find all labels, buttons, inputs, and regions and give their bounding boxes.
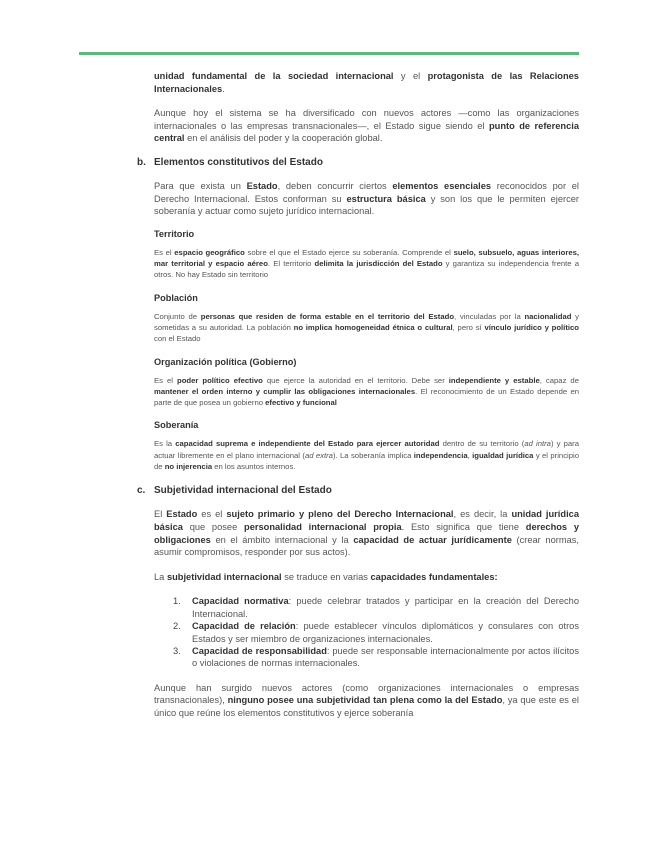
text-run: . El territorio (267, 259, 315, 269)
section-c-title: Subjetividad internacional del Estado (154, 485, 332, 497)
bold-text: elementos esenciales (392, 180, 492, 191)
text-run: y el (393, 71, 428, 81)
text-run: : puede establecer vínculos diplomáticos y consulares con otros Estados y ser miembro de organizaciones internacionales. (192, 621, 579, 644)
text-run: en los asuntos internos. (212, 462, 296, 472)
bold-text: unidad fundamental de la sociedad internacional (154, 71, 394, 81)
text-run: ). La soberanía implica (332, 450, 414, 460)
text-run: . El reconocimiento de un Estado depende en parte de que posea un gobierno (154, 386, 579, 408)
text-run: , es decir, la (453, 509, 512, 520)
text-run: Aunque hoy el sistema se ha diversificado con nuevos actores —como las organizaciones internacionales o las empresas transnacionales—, el Estado sigue siendo el (154, 108, 579, 131)
list-item (173, 620, 579, 645)
bold-text: capacidad suprema e independiente del Estado para ejercer autoridad (175, 439, 440, 449)
bold-text: estructura básica (346, 193, 426, 204)
text-run: con el Estado (154, 334, 201, 344)
subheading-poblacion: Población (154, 292, 198, 303)
list-number: 2. (173, 621, 181, 632)
bold-text: unidad jurídica básica (154, 509, 579, 532)
bold-text: nacionalidad (524, 311, 572, 321)
text-run: Conjunto de (154, 311, 201, 321)
bold-text: suelo, subsuelo, aguas interiores, mar territorial y espacio aéreo (154, 247, 580, 269)
list-number: 1. (173, 596, 181, 607)
bold-text: sujeto primario y pleno del Derecho Internacional (226, 509, 454, 520)
top-accent-bar (79, 52, 579, 55)
text-run: (crear normas, asumir compromisos, responder por sus actos). (154, 534, 579, 558)
poblacion-text (79, 311, 579, 345)
text-run: , pero sí (452, 322, 485, 332)
text-run: Es el (154, 247, 175, 257)
text-run: El (154, 509, 167, 520)
bold-text: efectivo y funcional (265, 398, 337, 408)
text-run: Es la (154, 439, 176, 449)
document-body (79, 70, 579, 720)
section-b-title: Elementos constitutivos del Estado (154, 156, 323, 168)
bold-text: igualdad jurídica (472, 450, 534, 460)
section-b-letter: b. (137, 156, 146, 168)
bold-text: punto de referencia central (154, 120, 579, 144)
bold-text: mantener el orden interno y cumplir las obligaciones internacionales (154, 386, 416, 396)
bold-text: Capacidad de responsabilidad (192, 645, 327, 656)
bold-text: derechos y obligaciones (154, 521, 580, 545)
text-run: La (154, 571, 167, 582)
text-run: . (222, 83, 225, 94)
list-number: 3. (173, 645, 181, 656)
text-run: , deben concurrir ciertos (277, 180, 393, 191)
bold-text: Estado (166, 509, 198, 520)
list-item-text (192, 596, 579, 618)
bold-text: Capacidad normativa (192, 596, 289, 607)
text-run: , vinculadas por la (454, 311, 525, 321)
text-run: se traduce en varias (281, 571, 371, 582)
section-b-heading (79, 157, 579, 168)
text-run: que posee (182, 521, 245, 532)
intro-paragraph-2 (79, 107, 579, 145)
subheading-territorio: Territorio (154, 228, 195, 239)
bold-text: personas que residen de forma estable en el territorio del Estado (200, 311, 455, 321)
italic-text: ad intra (524, 439, 551, 449)
gobierno-text (79, 375, 579, 409)
bold-text: personalidad internacional propia (244, 521, 402, 532)
text-run: sobre el que el Estado ejerce su soberanía. Comprende el (244, 247, 454, 257)
text-run: . Esto significa que tiene (401, 521, 526, 532)
bold-text: ninguno posee una subjetividad tan plena como la del Estado (227, 695, 503, 706)
text-run: , ya que este es el único que reúne los elementos constitutivos y ejerce soberanía (154, 695, 579, 718)
section-c-paragraph-2 (79, 571, 579, 584)
text-run: ) y para actuar libremente en el plano internacional ( (154, 439, 580, 460)
list-item-text (192, 621, 579, 643)
section-c-letter: c. (137, 485, 146, 497)
bold-text: vínculo jurídico y político (484, 322, 579, 332)
text-run: en el ámbito internacional y la (210, 534, 354, 545)
bold-text: subjetividad internacional (166, 571, 282, 582)
bold-text: Estado (246, 180, 278, 191)
capacities-list (79, 595, 579, 669)
list-item (173, 645, 579, 670)
text-run: y sometidas a su autoridad. La población (154, 311, 579, 332)
text-run: y son los que le permiten ejercer soberanía y actuar como sujeto jurídico internacional. (154, 193, 579, 217)
text-run: Aunque han surgido nuevos actores (como organizaciones internacionales o empresas transnacionales), (154, 682, 579, 706)
bold-text: independiente y estable (448, 375, 540, 385)
text-run: dentro de su territorio ( (439, 439, 525, 449)
section-c-paragraph-3 (79, 682, 579, 720)
bold-text: no injerencia (164, 462, 213, 472)
bold-text: protagonista de las Relaciones Internacionales (154, 71, 579, 94)
bold-text: Capacidad de relación (192, 621, 296, 632)
text-run: que ejerce la autoridad en el territorio. Debe ser (262, 375, 449, 385)
text-run: : puede ser responsable internacionalmente por actos ilícitos o violaciones de normas internacionales. (192, 645, 579, 669)
bold-text: independencia (413, 450, 468, 460)
text-run: y el principio de (154, 450, 580, 472)
text-run: en el análisis del poder y la cooperación global. (184, 133, 383, 144)
bold-text: delimita la jurisdicción del Estado (314, 259, 443, 269)
subheading-soberania: Soberanía (154, 420, 199, 431)
text-run: y garantiza su independencia frente a otros. No hay Estado sin territorio (154, 259, 579, 280)
bold-text: espacio geográfico (174, 247, 245, 257)
text-run: : puede celebrar tratados y participar en la creación del Derecho Internacional. (192, 596, 580, 619)
text-run: , (467, 450, 473, 460)
italic-text: ad extra (304, 450, 333, 460)
text-run: reconocidos por el Derecho Internacional. Estos conforman su (154, 180, 579, 204)
section-b-intro (79, 180, 579, 218)
text-run: Es el (154, 375, 178, 385)
list-item (173, 595, 580, 620)
territorio-text (79, 247, 579, 281)
intro-paragraph-1 (79, 70, 579, 95)
bold-text: capacidad de actuar jurídicamente (353, 534, 512, 545)
soberania-text (79, 438, 579, 472)
text-run: Para que exista un (154, 180, 247, 191)
bold-text: capacidades fundamentales: (370, 571, 498, 582)
subheading-gobierno: Organización política (Gobierno) (154, 356, 297, 367)
bold-text: no implica homogeneidad étnica o cultural (293, 322, 453, 332)
text-run: es el (197, 509, 227, 520)
text-run: , capaz de (539, 375, 579, 385)
section-c-paragraph-1 (79, 508, 579, 558)
bold-text: poder político efectivo (177, 375, 263, 385)
section-c-heading (79, 485, 579, 496)
list-item-text (192, 646, 579, 668)
